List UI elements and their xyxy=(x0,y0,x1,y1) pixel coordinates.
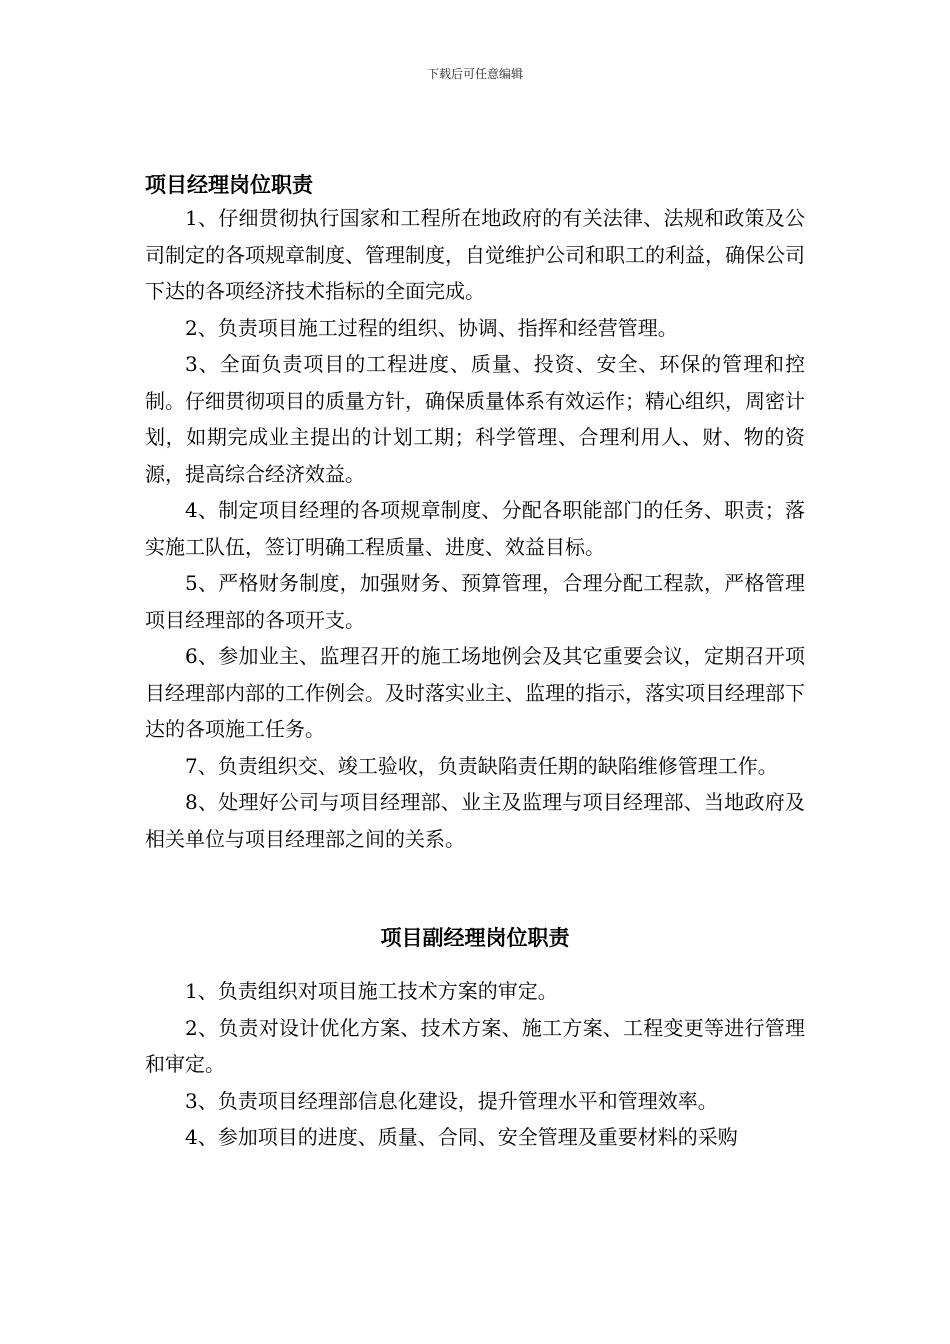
document-body xyxy=(145,170,805,1156)
paragraph: 3、负责项目经理部信息化建设，提升管理水平和管理效率。 xyxy=(185,1088,718,1113)
section-title-project-manager: 项目经理岗位职责 xyxy=(145,173,313,197)
paragraph: 2、负责项目施工过程的组织、协调、指挥和经营管理。 xyxy=(185,315,678,340)
paragraph: 4、制定项目经理的各项规章制度、分配各职能部门的任务、职责；落实施工队伍，签订明确工程质量、进度、效益目标。 xyxy=(145,498,805,559)
paragraph: 1、仔细贯彻执行国家和工程所在地政府的有关法律、法规和政策及公司制定的各项规章制度、管理制度，自觉维护公司和职工的利益，确保公司下达的各项经济技术指标的全面完成。 xyxy=(145,206,805,303)
header-note: 下载后可任意编辑 xyxy=(426,67,523,81)
paragraph: 4、参加项目的进度、质量、合同、安全管理及重要材料的采购 xyxy=(185,1125,738,1149)
paragraph: 8、处理好公司与项目经理部、业主及监理与项目经理部、当地政府及相关单位与项目经理部之间的关系。 xyxy=(145,790,805,851)
paragraph: 5、严格财务制度，加强财务、预算管理，合理分配工程款，严格管理项目经理部的各项开支。 xyxy=(145,571,805,632)
paragraph: 6、参加业主、监理召开的施工场地例会及其它重要会议，定期召开项目经理部内部的工作例会。及时落实业主、监理的指示，落实项目经理部下达的各项施工任务。 xyxy=(145,644,805,741)
paragraph: 7、负责组织交、竣工验收，负责缺陷责任期的缺陷维修管理工作。 xyxy=(185,753,778,778)
section-spacer xyxy=(145,857,805,923)
paragraph: 3、全面负责项目的工程进度、质量、投资、安全、环保的管理和控制。仔细贯彻项目的质量方针，确保质量体系有效运作；精心组织，周密计划，如期完成业主提出的计划工期；科学管理、合理利用人、财、物的资源，提高综合经济效益。 xyxy=(145,352,805,486)
paragraph: 1、负责组织对项目施工技术方案的审定。 xyxy=(185,979,558,1003)
paragraph: 2、负责对设计优化方案、技术方案、施工方案、工程变更等进行管理和审定。 xyxy=(145,1015,805,1076)
section-title-deputy-manager: 项目副经理岗位职责 xyxy=(380,926,570,950)
title-spacer xyxy=(145,953,805,973)
